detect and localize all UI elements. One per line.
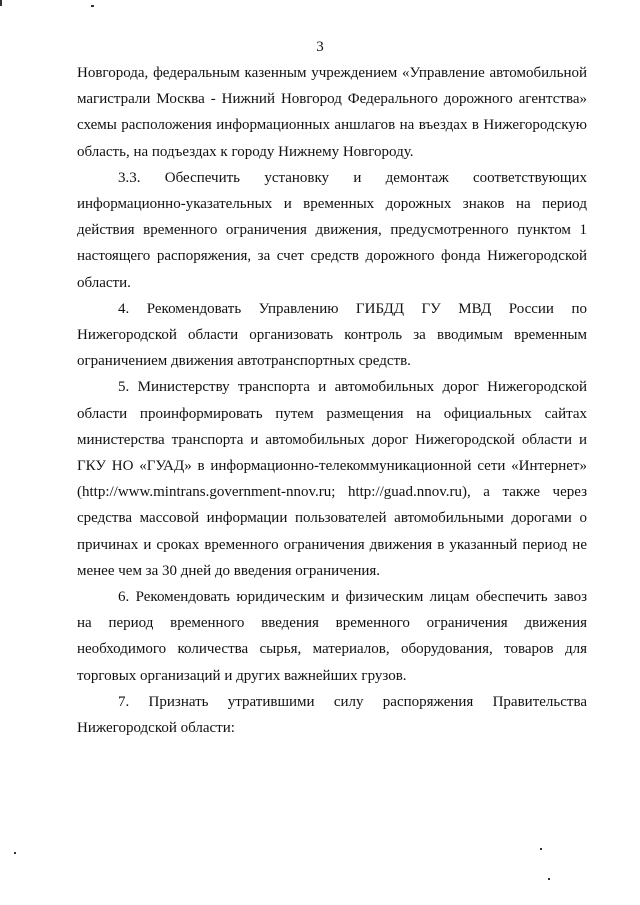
paragraph-7: 7. Признать утратившими силу распоряжения Правительства Нижегородской области: (77, 693, 587, 737)
document-body (77, 60, 587, 741)
paragraph-6: 6. Рекомендовать юридическим и физическим лицам обеспечить завоз на период временного введения временного ограничения движения необходимого количества сырья, материалов, оборудования, товаров для торговых организаций и других важнейших грузов. (77, 589, 587, 684)
scan-mark (548, 878, 550, 880)
paragraph-5: 5. Министерству транспорта и автомобильных дорог Нижегородской области проинформировать путем размещения на официальных сайтах министерства транспорта и автомобильных дорог Нижегородской области и ГКУ НО «ГУАД» в информационно-телекоммуникационной сети «Интернет» (http://www.mintrans.government-nnov.ru; http://guad.nnov.ru), а также через средства массовой информации пользователей автомобильными дорогами о причинах и сроках временного ограничения движения в указанный период не менее чем за 30 дней до введения ограничения. (77, 379, 587, 579)
scan-mark (0, 0, 2, 6)
paragraph-continuation: Новгорода, федеральным казенным учреждением «Управление автомобильной магистрали Москва - Нижний Новгород Федерального дорожного агентства» схемы расположения информационных аншлагов на въездах в Нижегородскую область, на подъездах к городу Нижнему Новгороду. (77, 65, 587, 160)
paragraph-3-3: 3.3. Обеспечить установку и демонтаж соответствующих информационно-указательных и временных дорожных знаков на период действия временного ограничения движения, предусмотренного пунктом 1 настоящего распоряжения, за счет средств дорожного фонда Нижегородской области. (77, 169, 587, 291)
scan-mark (14, 852, 16, 854)
scan-mark (91, 5, 94, 7)
paragraph-4: 4. Рекомендовать Управлению ГИБДД ГУ МВД России по Нижегородской области организовать контроль за вводимым временным ограничением движения автотранспортных средств. (77, 300, 587, 370)
scan-mark (540, 848, 542, 850)
page-number: 3 (316, 39, 324, 55)
